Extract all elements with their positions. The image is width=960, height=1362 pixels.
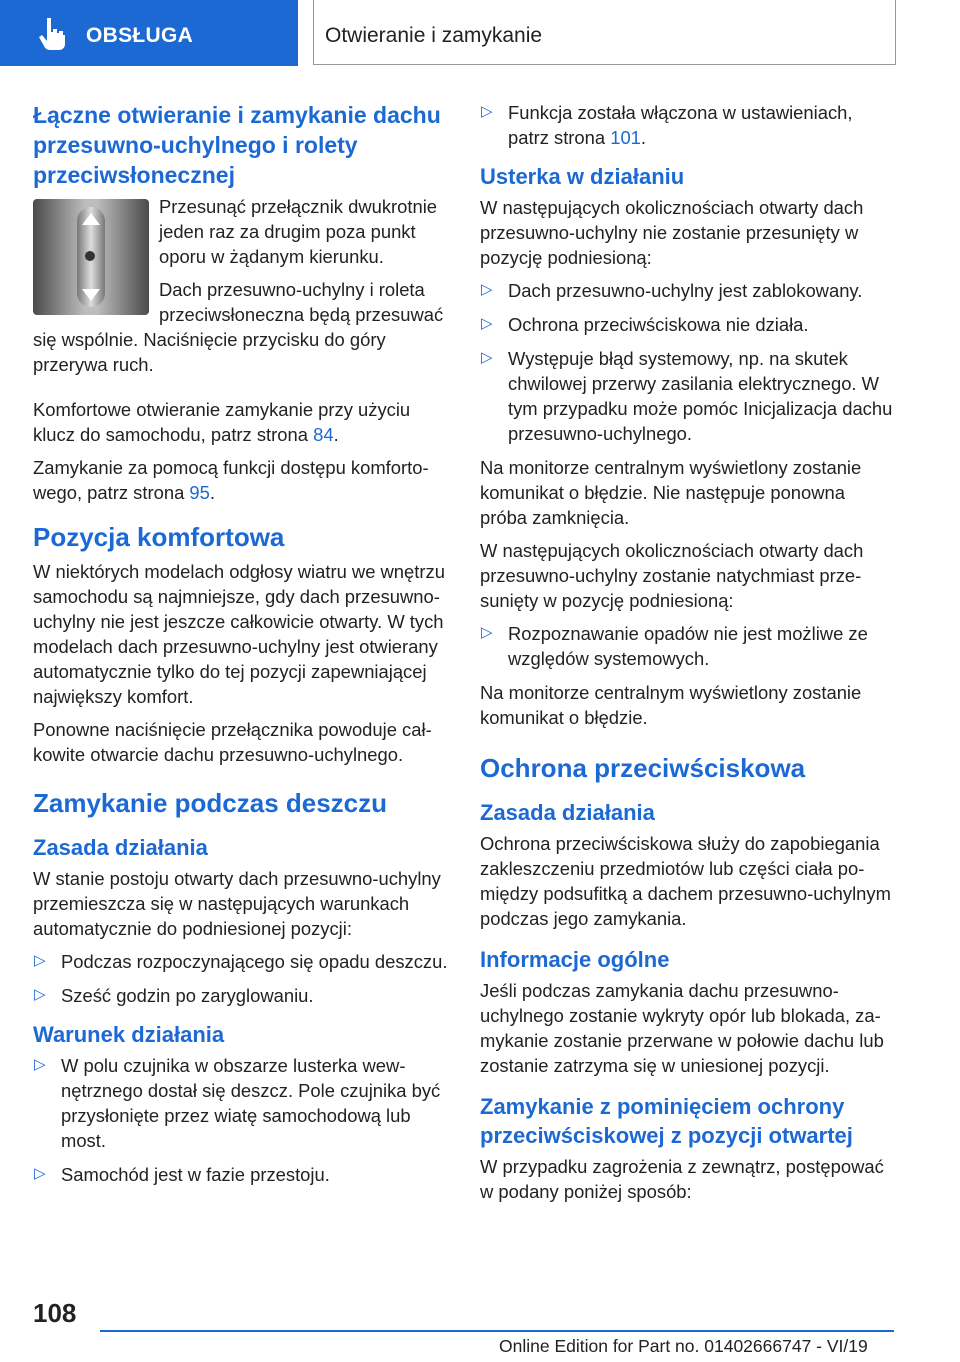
heading-bypass-closing: Zamykanie z pominięciem ochrony przeciwściskowej z pozycji otwartej (480, 1094, 853, 1148)
right-column (480, 100, 896, 1212)
left-column (33, 100, 448, 1196)
list (480, 278, 896, 446)
paragraph: Ponowne naciśnięcie przełącznika powoduje całkowite otwarcie dachu przesuwno-uchylnego. (33, 719, 432, 765)
list-item: ▷ Dach przesuwno-uchylny jest zablokowany. (481, 280, 863, 301)
list (33, 949, 448, 1008)
list-item: ▷ Funkcja została włączona w ustawieniach, patrz strona 101. (481, 102, 853, 148)
heading-joint-open-close: Łączne otwieranie i zamykanie dachu przesuwno-uchylnego i rolety przeciwsłonecznej (33, 102, 441, 188)
paragraph: W niektórych modelach odgłosy wiatru we wnętrzu samochodu są najmniejsze, gdy dach przesuwno-uchylny nie jest jeszcze całkowicie otwarty. W tych modelach dach przesuwno-uchylny jest otwierany automatycznie tylko do tej pozycji zapewniającej największy komfort. (33, 561, 445, 707)
paragraph: Ochrona przeciwściskowa służy do zapobiegania zakleszczeniu przedmiotów lub części ciała pomiędzy podsufitką a dachem przesuwno-uchylnym podczas jego zamykania. (480, 833, 891, 929)
heading-fault: Usterka w działaniu (480, 164, 685, 189)
section-title: Otwieranie i zamykanie (325, 24, 543, 47)
list-item: ▷ Podczas rozpoczynającego się opadu deszczu. (34, 951, 448, 972)
paragraph: Komfortowe otwieranie zamykanie przy użyciu klucz do samochodu, patrz strona 84. (33, 399, 411, 445)
heading-general-info: Informacje ogólne (480, 947, 670, 972)
heading-rain-closing: Zamykanie podczas deszczu (33, 788, 388, 818)
heading-principle: Zasada działania (33, 835, 208, 860)
list-item: ▷ W polu czujnika w obszarze lusterka wewnętrznego dostał się deszcz. Pole czujnika być przysłonięte przez wiatę samochodową lub most. (34, 1055, 441, 1151)
heading-comfort-position: Pozycja komfortowa (33, 522, 285, 552)
list (480, 100, 896, 150)
heading-principle: Zasada działania (480, 800, 655, 825)
paragraph: Jeśli podczas zamykania dachu przesuwno-uchylnego zostanie wykryty opór lub blokada, zamykanie zostanie przerwane w połowie dachu lub zostanie zatrzyma się w uniesionej pozycji. (480, 980, 884, 1076)
list-item: ▷ Rozpoznawanie opadów nie jest możliwe ze względów systemowych. (481, 623, 868, 669)
header-title-box (313, 0, 896, 65)
list-item: ▷ Występuje błąd systemowy, np. na skutek chwilowej przerwy zasilania elektrycznego. W tym przypadku może pomóc Inicjalizacja dachu przesuwno-uchylnego. (481, 348, 893, 444)
page-link[interactable]: 101 (610, 127, 641, 148)
footer-divider (100, 1330, 894, 1332)
page-number: 108 (33, 1298, 77, 1328)
list (480, 621, 896, 671)
list-item: ▷ Sześć godzin po zaryglowaniu. (34, 985, 314, 1006)
paragraph: W następujących okolicznościach otwarty dach przesuwno-uchylny nie zostanie przesunięty w pozycję podniesioną: (480, 197, 864, 268)
list (33, 1053, 448, 1187)
hand-pointer-icon (38, 16, 68, 50)
heading-condition: Warunek działania (33, 1022, 225, 1047)
paragraph: Przesunąć przełącznik dwukrotnie jeden raz za drugim poza punkt oporu w żądanym kierunku. (159, 196, 438, 267)
paragraph: W przypadku zagrożenia z zewnątrz, postępować w podany poniżej sposób: (480, 1156, 884, 1202)
paragraph: Zamykanie za pomocą funkcji dostępu komfortowego, patrz strona 95. (33, 457, 429, 503)
list-item: ▷ Ochrona przeciwściskowa nie działa. (481, 314, 809, 335)
paragraph: Dach przesuwno-uchylny i roleta przeciwsłoneczna będą przesuwać się wspólnie. Naciśnięcie przycisku do góry przerywa ruch. (33, 279, 444, 375)
switch-image (33, 199, 149, 315)
paragraph: W stanie postoju otwarty dach przesuwno-uchylny przemieszcza się w następujących warunkach automatycznie do podniesionej pozycji: (33, 868, 441, 939)
paragraph: Na monitorze centralnym wyświetlony zostanie komunikat o błędzie. Nie następuje ponowna próba zamknięcia. (480, 457, 862, 528)
paragraph: Na monitorze centralnym wyświetlony zostanie komunikat o błędzie. (480, 682, 862, 728)
heading-anti-trap: Ochrona przeciwściskowa (480, 753, 806, 783)
page-link[interactable]: 95 (189, 482, 210, 503)
section-tab-label: OBSŁUGA (86, 24, 194, 47)
footer-edition: Online Edition for Part no. 01402666747 - VI/19 (499, 1336, 868, 1356)
section-tab (0, 0, 298, 66)
page-link[interactable]: 84 (313, 424, 334, 445)
paragraph: W następujących okolicznościach otwarty dach przesuwno-uchylny zostanie natychmiast przesunięty w pozycję podniesioną: (480, 540, 864, 611)
list-item: ▷ Samochód jest w fazie przestoju. (34, 1164, 330, 1185)
